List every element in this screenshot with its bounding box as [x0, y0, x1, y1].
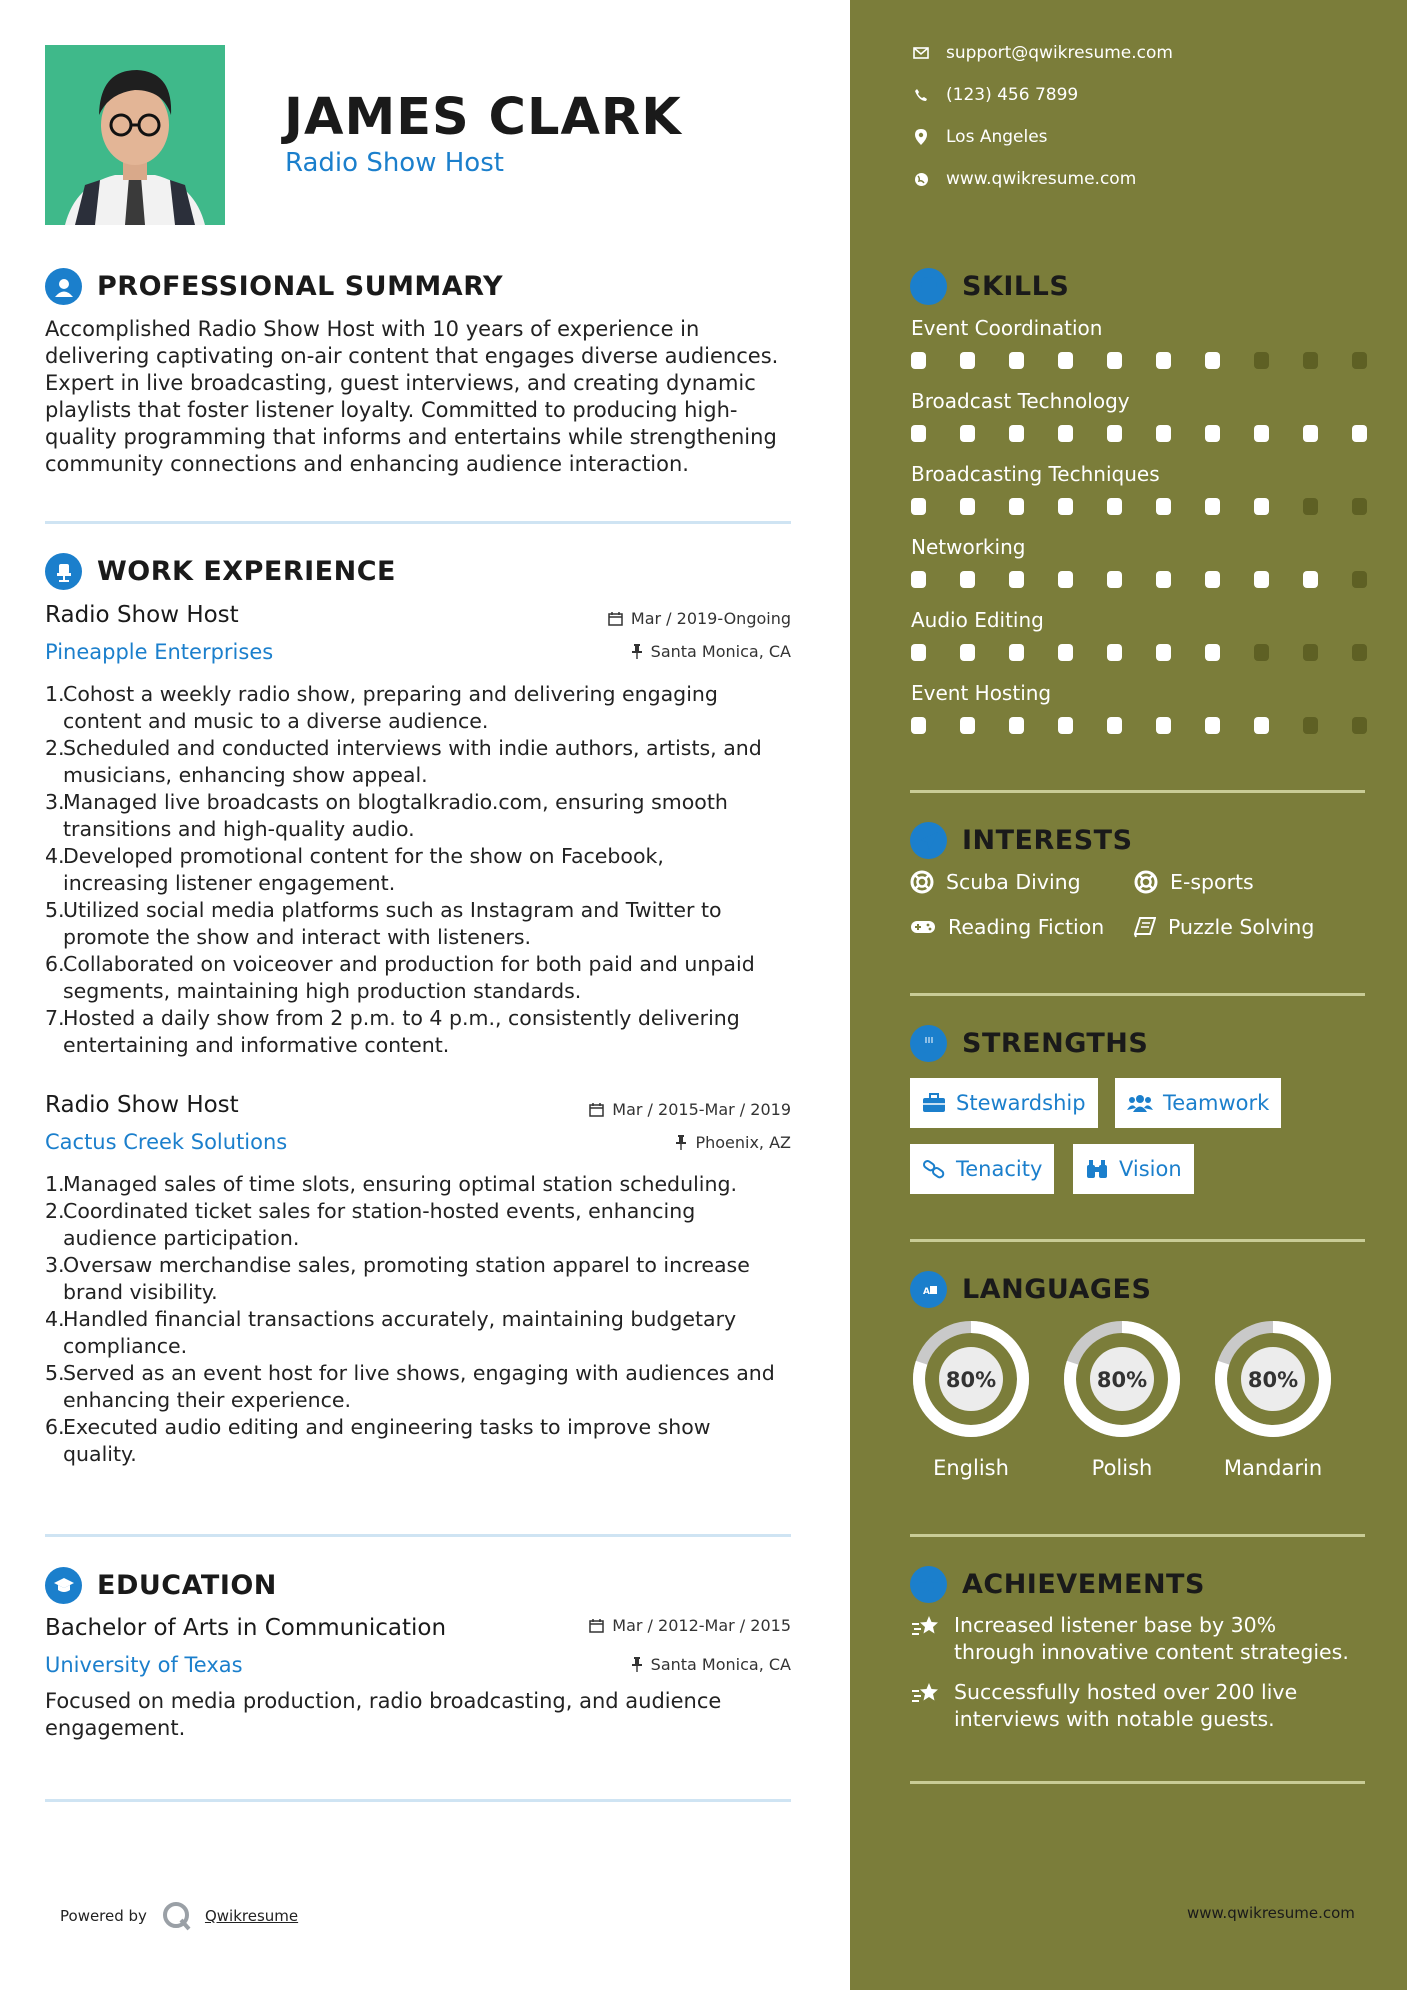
- language-item: [910, 1318, 1032, 1480]
- rating-dot-empty: [1303, 644, 1318, 661]
- rating-dot-filled: [1352, 425, 1367, 442]
- achievement-line: through innovative content strategies.: [954, 1640, 1349, 1664]
- rating-dot-filled: [960, 425, 975, 442]
- language-percent: 80%: [1247, 1368, 1299, 1392]
- globe-icon: [914, 172, 929, 187]
- skill-rating: [911, 352, 1401, 369]
- sidebar-divider: [910, 993, 1365, 996]
- achievements-header: [910, 1566, 1205, 1603]
- profile-photo: [45, 45, 225, 225]
- rating-dot-filled: [1107, 425, 1122, 442]
- rating-dot-filled: [911, 644, 926, 661]
- job-dates: [500, 609, 791, 628]
- achievement-item: [910, 1612, 1349, 1666]
- interests-header: [910, 822, 1133, 859]
- powered-by: [60, 1900, 298, 1932]
- summary-text: [45, 316, 825, 478]
- rating-dot-filled: [911, 717, 926, 734]
- list-item: 6. Executed audio editing and engineering tasks to improve show quality.: [45, 1415, 711, 1466]
- education-line: engagement.: [45, 1716, 186, 1740]
- education-location-text: Santa Monica, CA: [650, 1655, 791, 1674]
- rating-dot-empty: [1303, 352, 1318, 369]
- language-name: Mandarin: [1223, 1456, 1323, 1480]
- qwikresume-link[interactable]: Qwikresume: [204, 1907, 299, 1925]
- skill-rating: [911, 425, 1401, 442]
- strength-tag: [1115, 1078, 1281, 1128]
- rating-dot-filled: [1009, 644, 1024, 661]
- strengths-title: STRENGTHS: [962, 1028, 1149, 1059]
- strength-label: Tenacity: [956, 1157, 1043, 1181]
- strengths-header: [910, 1025, 1148, 1062]
- paper-plane-icon: [910, 822, 947, 859]
- skill-name: Audio Editing: [911, 608, 1044, 632]
- rating-dot-filled: [1009, 425, 1024, 442]
- experience-title: WORK EXPERIENCE: [97, 556, 396, 587]
- job-company: Cactus Creek Solutions: [45, 1130, 288, 1154]
- rating-dot-filled: [1205, 498, 1220, 515]
- job-location: [500, 642, 791, 661]
- rating-dot-filled: [1303, 571, 1318, 588]
- strength-tag: [1073, 1144, 1194, 1194]
- skill-name: Networking: [911, 535, 1026, 559]
- list-item: 3. Managed live broadcasts on blogtalkradio.com, ensuring smooth transitions and high-quality audio.: [45, 790, 728, 841]
- interest-label: Scuba Diving: [946, 870, 1081, 894]
- rating-dot-filled: [1107, 644, 1122, 661]
- language-item: [1061, 1318, 1183, 1480]
- summary-line: community connections and enhancing audience interaction.: [45, 452, 689, 476]
- job-dates: [500, 1100, 791, 1119]
- briefcase-icon: [922, 1093, 946, 1113]
- list-item: 1. Managed sales of time slots, ensuring optimal station scheduling.: [45, 1172, 737, 1196]
- rating-dot-empty: [1352, 498, 1367, 515]
- link-icon: [922, 1159, 946, 1179]
- rating-dot-filled: [1009, 717, 1024, 734]
- summary-line: Expert in live broadcasting, guest interviews, and creating dynamic: [45, 371, 756, 395]
- graduation-cap-icon: [45, 1567, 82, 1604]
- binoculars-icon: [1085, 1159, 1109, 1179]
- rating-dot-filled: [960, 644, 975, 661]
- book-icon: [1134, 916, 1156, 938]
- strength-label: Stewardship: [956, 1091, 1086, 1115]
- candidate-name: JAMES CLARK: [284, 88, 682, 147]
- qwikresume-logo-icon: [161, 1900, 193, 1932]
- rating-dot-empty: [1254, 644, 1269, 661]
- rating-dot-filled: [1058, 644, 1073, 661]
- education-title: EDUCATION: [97, 1570, 277, 1601]
- rating-dot-filled: [1156, 571, 1171, 588]
- contact-website: [910, 169, 1136, 189]
- rating-dot-filled: [1107, 571, 1122, 588]
- rating-dot-filled: [1205, 571, 1220, 588]
- rating-dot-filled: [1009, 571, 1024, 588]
- users-icon: [1127, 1093, 1153, 1113]
- achievements-title: ACHIEVEMENTS: [962, 1569, 1205, 1600]
- skill-rating: [911, 498, 1401, 515]
- achievement-line: Successfully hosted over 200 live: [954, 1680, 1298, 1704]
- pin-icon: [631, 1657, 643, 1672]
- email-text[interactable]: support@qwikresume.com: [946, 43, 1173, 63]
- rating-dot-filled: [911, 352, 926, 369]
- lightbulb-icon: [910, 268, 947, 305]
- rating-dot-empty: [1254, 352, 1269, 369]
- rating-dot-filled: [960, 352, 975, 369]
- section-divider: [45, 1534, 791, 1537]
- job-role: Radio Show Host: [45, 1092, 239, 1118]
- list-item: 5. Served as an event host for live shows, engaging with audiences and enhancing their experience.: [45, 1361, 775, 1412]
- calendar-icon: [608, 611, 623, 626]
- job-role: Radio Show Host: [45, 602, 239, 628]
- contact-email: [910, 43, 1173, 63]
- contact-location: [910, 127, 1048, 147]
- education-location: [500, 1655, 791, 1674]
- pin-icon: [631, 644, 643, 659]
- rating-dot-empty: [1303, 498, 1318, 515]
- rating-dot-empty: [1303, 717, 1318, 734]
- education-dates: [500, 1616, 791, 1635]
- sidebar-divider: [910, 1534, 1365, 1537]
- job-location-text: Santa Monica, CA: [650, 642, 791, 661]
- education-description: [45, 1688, 825, 1742]
- strength-tag: [910, 1144, 1054, 1194]
- list-item: 3. Oversaw merchandise sales, promoting station apparel to increase brand visibility.: [45, 1253, 750, 1304]
- list-item: 6. Collaborated on voiceover and production for both paid and unpaid segments, maintaining high production standards.: [45, 952, 755, 1003]
- calendar-icon: [589, 1618, 604, 1633]
- rating-dot-filled: [1205, 425, 1220, 442]
- language-name: English: [933, 1456, 1009, 1480]
- job-bullets: [45, 1171, 825, 1468]
- footer-site[interactable]: www.qwikresume.com: [1187, 1904, 1355, 1922]
- rating-dot-filled: [1254, 571, 1269, 588]
- rating-dot-empty: [1352, 352, 1367, 369]
- life-ring-icon: [910, 870, 934, 894]
- skills-header: [910, 268, 1069, 305]
- pin-icon: [675, 1135, 687, 1150]
- summary-title: PROFESSIONAL SUMMARY: [97, 271, 504, 302]
- list-item: 4. Developed promotional content for the show on Facebook, increasing listener engagement.: [45, 844, 664, 895]
- language-progress-ring: [910, 1318, 1032, 1440]
- rating-dot-filled: [960, 717, 975, 734]
- rating-dot-filled: [1009, 498, 1024, 515]
- candidate-title: Radio Show Host: [285, 148, 504, 178]
- rating-dot-empty: [1352, 571, 1367, 588]
- skill-rating: [911, 717, 1401, 734]
- list-item: 5. Utilized social media platforms such as Instagram and Twitter to promote the show and interact with listeners.: [45, 898, 722, 949]
- skill-name: Event Coordination: [911, 316, 1103, 340]
- achievement-item: [910, 1679, 1297, 1733]
- section-divider: [45, 1799, 791, 1802]
- job-dates-text: Mar / 2019-Ongoing: [630, 609, 791, 628]
- calendar-icon: [589, 1102, 604, 1117]
- location-text: Los Angeles: [946, 127, 1048, 147]
- list-item: 7. Hosted a daily show from 2 p.m. to 4 p.m., consistently delivering entertaining and informative content.: [45, 1006, 740, 1057]
- rating-dot-filled: [911, 425, 926, 442]
- rating-dot-filled: [1156, 498, 1171, 515]
- interests-title: INTERESTS: [962, 825, 1133, 856]
- map-marker-icon: [915, 129, 927, 145]
- sidebar-divider: [910, 1781, 1365, 1784]
- interest-label: E-sports: [1170, 870, 1254, 894]
- school: University of Texas: [45, 1653, 243, 1677]
- rating-dot-filled: [1156, 425, 1171, 442]
- rating-dot-empty: [1352, 717, 1367, 734]
- powered-by-text: Powered by: [60, 1907, 147, 1925]
- rating-dot-filled: [1107, 717, 1122, 734]
- fist-icon: [910, 1025, 947, 1062]
- education-line: Focused on media production, radio broadcasting, and audience: [45, 1689, 722, 1713]
- rating-dot-filled: [1058, 498, 1073, 515]
- summary-line: quality programming that informs and entertains while strengthening: [45, 425, 777, 449]
- list-item: 1. Cohost a weekly radio show, preparing and delivering engaging content and music to a diverse audience.: [45, 682, 718, 733]
- rating-dot-filled: [911, 498, 926, 515]
- strength-label: Teamwork: [1163, 1091, 1270, 1115]
- interest-item: [1134, 870, 1254, 894]
- contact-phone: [910, 85, 1078, 105]
- rating-dot-filled: [960, 571, 975, 588]
- experience-header: [45, 553, 396, 590]
- skill-rating: [911, 644, 1401, 661]
- language-name: Polish: [1091, 1456, 1153, 1480]
- job-dates-text: Mar / 2015-Mar / 2019: [612, 1100, 791, 1119]
- education-header: [45, 1567, 277, 1604]
- interest-item: [1134, 915, 1314, 939]
- skill-name: Broadcast Technology: [911, 389, 1130, 413]
- rating-dot-filled: [1058, 571, 1073, 588]
- chair-icon: [45, 553, 82, 590]
- rating-dot-empty: [1352, 644, 1367, 661]
- rating-dot-filled: [911, 571, 926, 588]
- website-text[interactable]: www.qwikresume.com: [946, 169, 1137, 189]
- rating-dot-filled: [1303, 425, 1318, 442]
- strength-label: Vision: [1119, 1157, 1182, 1181]
- rating-dot-filled: [960, 498, 975, 515]
- section-divider: [45, 521, 791, 524]
- rating-dot-filled: [1009, 352, 1024, 369]
- rating-dot-filled: [1058, 352, 1073, 369]
- rating-dot-filled: [1107, 498, 1122, 515]
- job-location: [500, 1133, 791, 1152]
- rating-dot-filled: [1205, 644, 1220, 661]
- job-location-text: Phoenix, AZ: [695, 1133, 791, 1152]
- rating-dot-filled: [1205, 717, 1220, 734]
- phone-text: (123) 456 7899: [946, 85, 1079, 105]
- summary-line: delivering captivating on-air content that engages diverse audiences.: [45, 344, 779, 368]
- phone-icon: [914, 88, 928, 102]
- list-item: 2. Coordinated ticket sales for station-hosted events, enhancing audience participation.: [45, 1199, 696, 1250]
- achievement-line: Increased listener base by 30%: [954, 1613, 1277, 1637]
- rating-dot-filled: [1254, 717, 1269, 734]
- strength-tag: [910, 1078, 1098, 1128]
- interest-item: [910, 915, 1104, 939]
- rating-dot-filled: [1254, 425, 1269, 442]
- summary-line: playlists that foster listener loyalty. Committed to producing high-: [45, 398, 738, 422]
- sidebar-divider: [910, 1239, 1365, 1242]
- job-company: Pineapple Enterprises: [45, 640, 274, 664]
- gamepad-icon: [910, 918, 936, 936]
- envelope-icon: [913, 47, 929, 59]
- languages-header: [910, 1271, 1151, 1308]
- rating-dot-filled: [1254, 498, 1269, 515]
- language-icon: [910, 1271, 947, 1308]
- rating-dot-filled: [1058, 717, 1073, 734]
- skills-title: SKILLS: [962, 271, 1070, 302]
- skill-name: Broadcasting Techniques: [911, 462, 1160, 486]
- rating-dot-filled: [1156, 644, 1171, 661]
- languages-title: LANGUAGES: [962, 1274, 1152, 1305]
- user-icon: [45, 268, 82, 305]
- shooting-star-icon: [910, 1614, 942, 1640]
- summary-line: Accomplished Radio Show Host with 10 years of experience in: [45, 317, 700, 341]
- language-item: [1212, 1318, 1334, 1480]
- rating-dot-filled: [1058, 425, 1073, 442]
- skill-rating: [911, 571, 1401, 588]
- language-percent: 80%: [1096, 1368, 1148, 1392]
- rating-dot-filled: [1107, 352, 1122, 369]
- list-item: 2. Scheduled and conducted interviews with indie authors, artists, and musicians, enhancing show appeal.: [45, 736, 762, 787]
- star-badge-icon: [910, 1566, 947, 1603]
- skill-name: Event Hosting: [911, 681, 1052, 705]
- rating-dot-filled: [1156, 352, 1171, 369]
- summary-header: [45, 268, 503, 305]
- interest-label: Reading Fiction: [948, 915, 1105, 939]
- rating-dot-filled: [1156, 717, 1171, 734]
- job-bullets: [45, 681, 825, 1059]
- interest-item: [910, 870, 1081, 894]
- interest-label: Puzzle Solving: [1168, 915, 1315, 939]
- language-progress-ring: [1212, 1318, 1334, 1440]
- degree: Bachelor of Arts in Communication: [45, 1615, 447, 1641]
- achievement-line: interviews with notable guests.: [954, 1707, 1275, 1731]
- language-progress-ring: [1061, 1318, 1183, 1440]
- education-dates-text: Mar / 2012-Mar / 2015: [612, 1616, 791, 1635]
- rating-dot-filled: [1205, 352, 1220, 369]
- life-ring-icon: [1134, 870, 1158, 894]
- sidebar-divider: [910, 790, 1365, 793]
- list-item: 4. Handled financial transactions accurately, maintaining budgetary compliance.: [45, 1307, 737, 1358]
- shooting-star-icon: [910, 1681, 942, 1707]
- language-percent: 80%: [945, 1368, 997, 1392]
- svg-text:A: A: [922, 1286, 930, 1297]
